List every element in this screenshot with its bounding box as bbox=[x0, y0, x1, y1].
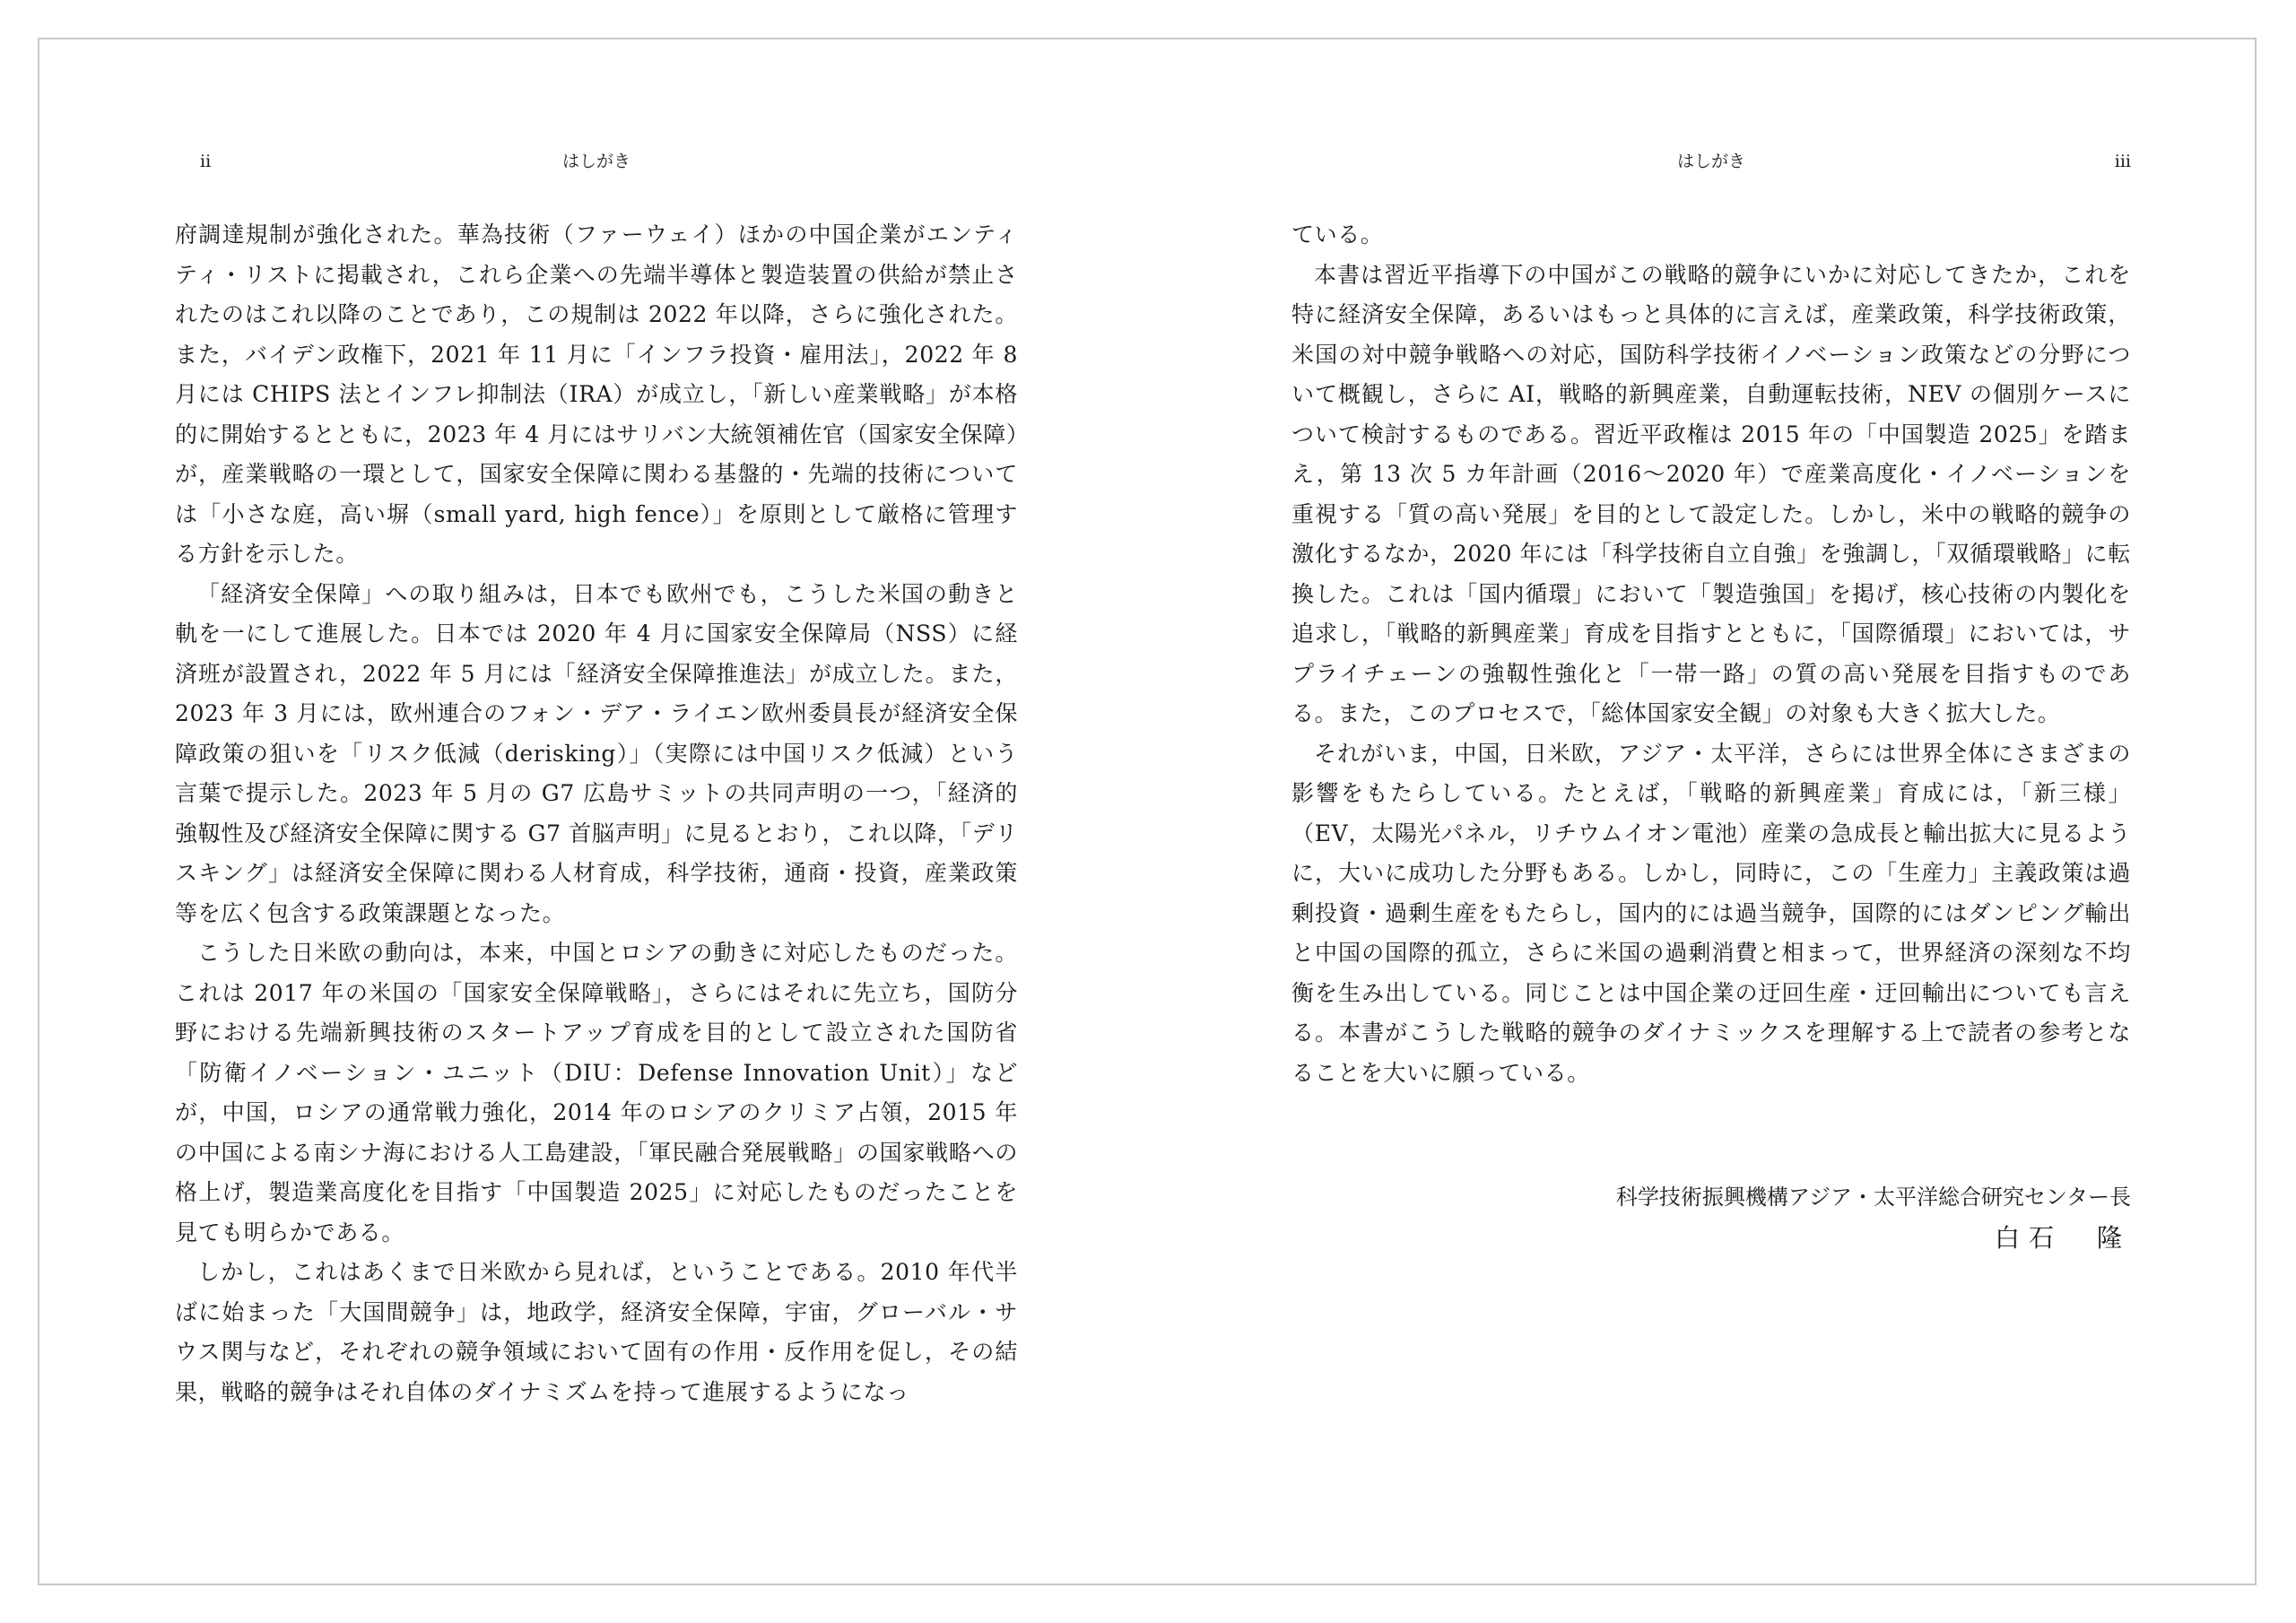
paragraph: ている。 bbox=[1292, 221, 1384, 247]
paragraph: 府調達規制が強化された。華為技術（ファーウェイ）ほかの中国企業がエンティティ・リストに掲載され，これら企業への先端半導体と製造装置の供給が禁止されたのはこれ以降のことであり，この規制は 2022 年以降，さらに強化された。また，バイデン政権下，2021 年 11 月に「インフラ投資・雇用法」，2022 年 8 月には CHIPS 法とインフレ抑制法（IRA）が成立し，「新しい産業戦略」が本格的に開始するとともに，2023 年 4 月にはサリバン大統領補佐官（国家安全保障）が，産業戦略の一環として，国家安全保障に関わる基盤的・先端的技術については「小さな庭，高い塀（small yard, high fence）」を原則として厳格に管理する方針を示した。 bbox=[175, 221, 1018, 567]
author-affiliation: 科学技術振興機構アジア・太平洋総合研究センター長 bbox=[1615, 1185, 2131, 1210]
left-page bbox=[175, 0, 1018, 1623]
signature-block bbox=[1616, 1177, 2131, 1258]
body-text bbox=[1292, 215, 2131, 1093]
page-number: iii bbox=[2114, 152, 2131, 171]
paragraph: 「経済安全保障」への取り組みは，日本でも欧州でも，こうした米国の動きと軌を一にして進展した。日本では 2020 年 4 月に国家安全保障局（NSS）に経済班が設置され，2022 年 5 月には「経済安全保障推進法」が成立した。また，2023 年 3 月には，欧州連合のフォン・デア・ライエン欧州委員長が経済安全保障政策の狙いを「リスク低減（derisking）」（実際には中国リスク低減）という言葉で提示した。2023 年 5 月の G7 広島サミットの共同声明の一つ，「経済的強靱性及び経済安全保障に関する G7 首脳声明」に見るとおり，これ以降，「デリスキング」は経済安全保障に関わる人材育成，科学技術，通商・投資，産業政策等を広く包含する政策課題となった。 bbox=[175, 580, 1018, 926]
running-title: はしがき bbox=[1676, 152, 1745, 171]
paragraph: こうした日米欧の動向は，本来，中国とロシアの動きに対応したものだった。これは 2017 年の米国の「国家安全保障戦略」，さらにはそれに先立ち，国防分野における先端新興技術のスタートアップ育成を目的として設立された国防省「防衛イノベーション・ユニット（DIU：Defense Innovation Unit）」などが，中国，ロシアの通常戦力強化，2014 年のロシアのクリミア占領，2015 年の中国による南シナ海における人工島建設，「軍民融合発展戦略」の国家戦略への格上げ，製造業高度化を目指す「中国製造 2025」に対応したものだったことを見ても明らかである。 bbox=[175, 940, 1018, 1245]
paragraph: それがいま，中国，日米欧，アジア・太平洋，さらには世界全体にさまざまの影響をもたらしている。たとえば，「戦略的新興産業」育成には，「新三様」（EV，太陽光パネル，リチウムイオン電池）産業の急成長と輸出拡大に見るように，大いに成功した分野もある。しかし，同時に，この「生産力」主義政策は過剰投資・過剰生産をもたらし，国内的には過当競争，国際的にはダンピング輸出と中国の国際的孤立，さらに米国の過剰消費と相まって，世界経済の深刻な不均衡を生み出している。同じことは中国企業の迂回生産・迂回輸出についても言える。本書がこうした戦略的競争のダイナミックスを理解する上で読者の参考となることを大いに願っている。 bbox=[1292, 740, 2131, 1086]
running-head bbox=[175, 148, 1018, 175]
page-number: ii bbox=[200, 152, 212, 171]
author-name: 白石 隆 bbox=[1994, 1223, 2131, 1253]
paragraph: しかし，これはあくまで日米欧から見れば，ということである。2010 年代半ばに始まった「大国間競争」は，地政学，経済安全保障，宇宙，グローバル・サウス関与など，それぞれの競争領域において固有の作用・反作用を促し，その結果，戦略的競争はそれ自体のダイナミズムを持って進展するようになっ bbox=[175, 1259, 1018, 1405]
body-text bbox=[175, 215, 1018, 1412]
right-page bbox=[1292, 0, 2131, 1623]
running-title: はしがき bbox=[561, 152, 631, 171]
paragraph: 本書は習近平指導下の中国がこの戦略的競争にいかに対応してきたか，これを特に経済安全保障，あるいはもっと具体的に言えば，産業政策，科学技術政策，米国の対中競争戦略への対応，国防科学技術イノベーション政策などの分野について概観し，さらに AI，戦略的新興産業，自動運転技術，NEV の個別ケースについて検討するものである。習近平政権は 2015 年の「中国製造 2025」を踏まえ，第 13 次 5 カ年計画（2016〜2020 年）で産業高度化・イノベーションを重視する「質の高い発展」を目的として設定した。しかし，米中の戦略的競争の激化するなか，2020 年には「科学技術自立自強」を強調し，「双循環戦略」に転換した。これは「国内循環」において「製造強国」を掲げ，核心技術の内製化を追求し，「戦略的新興産業」育成を目指すとともに，「国際循環」においては，サプライチェーンの強靱性強化と「一帯一路」の質の高い発展を目指すものである。また，このプロセスで，「総体国家安全観」の対象も大きく拡大した。 bbox=[1292, 261, 2131, 726]
running-head bbox=[1292, 148, 2131, 175]
